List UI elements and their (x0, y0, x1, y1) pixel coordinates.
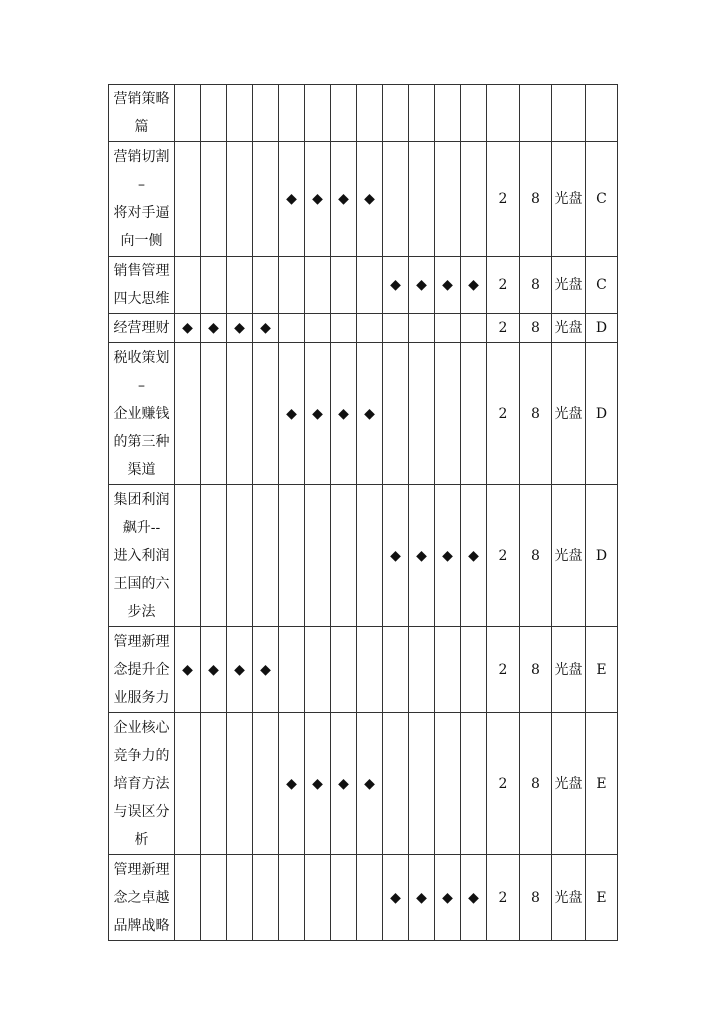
schedule-cell (201, 855, 227, 941)
schedule-cell (279, 85, 305, 142)
diamond-marker-icon: ◆ (468, 889, 479, 906)
course-name-cell (109, 85, 175, 142)
hours-cell: 2 (487, 142, 520, 257)
schedule-cell (305, 485, 331, 627)
media-cell: 光盘 (552, 627, 586, 713)
schedule-cell (461, 627, 487, 713)
course-name-line: 篇 (134, 119, 149, 135)
schedule-cell (227, 855, 253, 941)
schedule-cell (201, 85, 227, 142)
table-row (109, 343, 618, 485)
schedule-cell (331, 627, 357, 713)
sessions-cell: 8 (520, 713, 552, 855)
course-name-line: 营销策略 (113, 91, 170, 107)
schedule-cell (383, 855, 409, 941)
diamond-marker-icon: ◆ (416, 547, 427, 564)
schedule-cell (175, 314, 201, 343)
schedule-cell (331, 855, 357, 941)
course-name-line: 念之卓越 (113, 889, 170, 906)
course-name-line: 销售管理 (113, 263, 170, 279)
schedule-cell (201, 142, 227, 257)
schedule-cell (305, 627, 331, 713)
course-name-line: 竞争力的 (113, 747, 170, 764)
diamond-marker-icon: ◆ (182, 661, 193, 678)
schedule-cell (227, 343, 253, 485)
diamond-marker-icon: ◆ (260, 320, 271, 336)
schedule-cell (383, 485, 409, 627)
course-name-line: 飙升-- (122, 519, 161, 536)
diamond-marker-icon: ◆ (260, 661, 271, 678)
course-name-cell (109, 314, 175, 343)
diamond-marker-icon: ◆ (416, 277, 427, 293)
diamond-marker-icon: ◆ (364, 775, 375, 792)
schedule-cell (279, 713, 305, 855)
schedule-cell (279, 343, 305, 485)
course-name-line: 业服务力 (113, 689, 170, 706)
course-name-cell (109, 855, 175, 941)
schedule-cell (201, 343, 227, 485)
course-name-cell (109, 343, 175, 485)
course-name-line: 四大思维 (113, 291, 170, 307)
schedule-cell (305, 314, 331, 343)
diamond-marker-icon: ◆ (208, 320, 219, 336)
diamond-marker-icon: ◆ (286, 405, 297, 422)
schedule-cell (357, 314, 383, 343)
schedule-cell (435, 485, 461, 627)
diamond-marker-icon: ◆ (286, 775, 297, 792)
table-row (109, 713, 618, 855)
schedule-cell (461, 485, 487, 627)
schedule-cell (279, 627, 305, 713)
schedule-cell (279, 257, 305, 314)
schedule-cell (409, 85, 435, 142)
schedule-cell (201, 485, 227, 627)
course-name-line: 念提升企 (113, 661, 170, 678)
schedule-cell (253, 314, 279, 343)
schedule-cell (305, 713, 331, 855)
schedule-cell (305, 142, 331, 257)
schedule-cell (201, 713, 227, 855)
schedule-cell (409, 855, 435, 941)
table-body (109, 85, 618, 941)
schedule-cell (383, 142, 409, 257)
course-name-line: 王国的六 (113, 575, 170, 592)
grade-cell: E (586, 713, 618, 855)
diamond-marker-icon: ◆ (234, 320, 245, 336)
schedule-cell (175, 485, 201, 627)
grade-cell: D (586, 343, 618, 485)
grade-cell: C (586, 142, 618, 257)
schedule-cell (253, 85, 279, 142)
schedule-cell (461, 343, 487, 485)
diamond-marker-icon: ◆ (312, 775, 323, 792)
diamond-marker-icon: ◆ (208, 661, 219, 678)
course-name-line: 析 (134, 831, 149, 848)
schedule-cell (435, 142, 461, 257)
sessions-cell: 8 (520, 142, 552, 257)
course-name-line: 进入利润 (113, 547, 170, 564)
schedule-cell (383, 85, 409, 142)
schedule-cell (227, 627, 253, 713)
schedule-cell (409, 627, 435, 713)
diamond-marker-icon: ◆ (338, 191, 349, 207)
diamond-marker-icon: ◆ (390, 277, 401, 293)
schedule-cell (383, 343, 409, 485)
schedule-cell (461, 85, 487, 142)
schedule-cell (279, 485, 305, 627)
schedule-cell (175, 142, 201, 257)
table-row (109, 485, 618, 627)
diamond-marker-icon: ◆ (338, 775, 349, 792)
diamond-marker-icon: ◆ (468, 547, 479, 564)
course-name-line: 渠道 (127, 461, 156, 478)
sessions-cell: 8 (520, 855, 552, 941)
schedule-cell (409, 485, 435, 627)
schedule-cell (279, 142, 305, 257)
schedule-cell (253, 343, 279, 485)
course-name-line: 营销切割 (113, 149, 170, 165)
course-name-line: 品牌战略 (113, 917, 170, 934)
course-name-cell (109, 257, 175, 314)
schedule-cell (175, 627, 201, 713)
media-cell: 光盘 (552, 257, 586, 314)
schedule-cell (305, 855, 331, 941)
course-name-cell (109, 627, 175, 713)
schedule-cell (175, 85, 201, 142)
schedule-cell (331, 142, 357, 257)
schedule-cell (201, 627, 227, 713)
course-name-cell (109, 142, 175, 257)
schedule-cell (357, 85, 383, 142)
schedule-cell (175, 257, 201, 314)
schedule-cell (383, 627, 409, 713)
schedule-cell (227, 142, 253, 257)
diamond-marker-icon: ◆ (234, 661, 245, 678)
course-name-line: 向一侧 (120, 233, 163, 249)
hours-cell: 2 (487, 713, 520, 855)
course-name-line: 将对手逼 (113, 205, 170, 221)
schedule-cell (461, 855, 487, 941)
diamond-marker-icon: ◆ (442, 889, 453, 906)
course-name-line: 税收策划 (113, 349, 170, 366)
schedule-cell (357, 627, 383, 713)
schedule-cell (383, 713, 409, 855)
diamond-marker-icon: ◆ (182, 320, 193, 336)
media-cell: 光盘 (552, 855, 586, 941)
schedule-cell (331, 713, 357, 855)
table-row (109, 314, 618, 343)
hours-cell: 2 (487, 855, 520, 941)
table-row (109, 142, 618, 257)
hours-cell: 2 (487, 627, 520, 713)
schedule-cell (357, 855, 383, 941)
schedule-cell (435, 627, 461, 713)
schedule-cell (461, 713, 487, 855)
sessions-cell: 8 (520, 257, 552, 314)
hours-cell: 2 (487, 314, 520, 343)
schedule-cell (435, 855, 461, 941)
schedule-cell (253, 257, 279, 314)
table-row (109, 85, 618, 142)
schedule-cell (383, 257, 409, 314)
diamond-marker-icon: ◆ (416, 889, 427, 906)
course-name-line: 培育方法 (113, 775, 170, 792)
hours-cell: 2 (487, 485, 520, 627)
schedule-cell (331, 343, 357, 485)
schedule-cell (305, 257, 331, 314)
schedule-cell (227, 485, 253, 627)
course-name-cell (109, 713, 175, 855)
grade-cell: C (586, 257, 618, 314)
sessions-cell: 8 (520, 343, 552, 485)
schedule-cell (305, 85, 331, 142)
diamond-marker-icon: ◆ (364, 191, 375, 207)
media-cell: 光盘 (552, 142, 586, 257)
course-name-line: 企业赚钱 (113, 405, 170, 422)
schedule-cell (201, 314, 227, 343)
sessions-cell: 8 (520, 627, 552, 713)
schedule-cell (357, 485, 383, 627)
schedule-cell (331, 257, 357, 314)
schedule-cell (175, 343, 201, 485)
schedule-cell (253, 855, 279, 941)
course-name-line: 管理新理 (113, 861, 170, 878)
schedule-cell (279, 855, 305, 941)
grade-cell: D (586, 485, 618, 627)
schedule-cell (357, 257, 383, 314)
media-cell: 光盘 (552, 713, 586, 855)
course-name-line: 与误区分 (113, 803, 170, 820)
schedule-cell (409, 314, 435, 343)
schedule-cell (435, 343, 461, 485)
grade-cell: E (586, 627, 618, 713)
table-row (109, 627, 618, 713)
schedule-cell (253, 627, 279, 713)
media-cell (552, 85, 586, 142)
hours-cell: 2 (487, 343, 520, 485)
diamond-marker-icon: ◆ (312, 191, 323, 207)
sessions-cell: 8 (520, 485, 552, 627)
sessions-cell: 8 (520, 314, 552, 343)
schedule-cell (461, 257, 487, 314)
schedule-cell (227, 713, 253, 855)
media-cell: 光盘 (552, 485, 586, 627)
schedule-cell (305, 343, 331, 485)
schedule-cell (461, 142, 487, 257)
schedule-cell (253, 485, 279, 627)
diamond-marker-icon: ◆ (390, 547, 401, 564)
schedule-cell (253, 142, 279, 257)
schedule-cell (383, 314, 409, 343)
diamond-marker-icon: ◆ (364, 405, 375, 422)
media-cell: 光盘 (552, 314, 586, 343)
schedule-cell (435, 257, 461, 314)
schedule-cell (435, 314, 461, 343)
schedule-cell (227, 257, 253, 314)
schedule-cell (253, 713, 279, 855)
schedule-cell (201, 257, 227, 314)
schedule-cell (409, 142, 435, 257)
diamond-marker-icon: ◆ (442, 277, 453, 293)
schedule-cell (357, 343, 383, 485)
schedule-cell (357, 713, 383, 855)
diamond-marker-icon: ◆ (312, 405, 323, 422)
sessions-cell (520, 85, 552, 142)
schedule-cell (409, 713, 435, 855)
schedule-cell (175, 713, 201, 855)
diamond-marker-icon: ◆ (468, 277, 479, 293)
hours-cell: 2 (487, 257, 520, 314)
diamond-marker-icon: ◆ (338, 405, 349, 422)
schedule-cell (409, 343, 435, 485)
hours-cell (487, 85, 520, 142)
table-row (109, 855, 618, 941)
course-name-line: 经营理财 (113, 320, 170, 336)
course-name-cell (109, 485, 175, 627)
schedule-cell (331, 314, 357, 343)
diamond-marker-icon: ◆ (442, 547, 453, 564)
schedule-cell (279, 314, 305, 343)
table-row (109, 257, 618, 314)
schedule-cell (461, 314, 487, 343)
course-schedule-table (108, 84, 618, 941)
schedule-cell (227, 85, 253, 142)
grade-cell (586, 85, 618, 142)
grade-cell: D (586, 314, 618, 343)
schedule-cell (357, 142, 383, 257)
course-name-line: 的第三种 (113, 433, 170, 450)
grade-cell: E (586, 855, 618, 941)
schedule-cell (435, 85, 461, 142)
course-name-line: 管理新理 (113, 633, 170, 650)
schedule-cell (435, 713, 461, 855)
course-name-line: – (138, 177, 145, 193)
media-cell: 光盘 (552, 343, 586, 485)
course-name-line: – (138, 377, 145, 394)
course-name-line: 企业核心 (113, 719, 170, 736)
course-name-line: 步法 (127, 603, 156, 620)
diamond-marker-icon: ◆ (390, 889, 401, 906)
schedule-cell (409, 257, 435, 314)
diamond-marker-icon: ◆ (286, 191, 297, 207)
schedule-cell (175, 855, 201, 941)
schedule-cell (331, 85, 357, 142)
schedule-cell (227, 314, 253, 343)
schedule-cell (331, 485, 357, 627)
course-name-line: 集团利润 (113, 491, 170, 508)
